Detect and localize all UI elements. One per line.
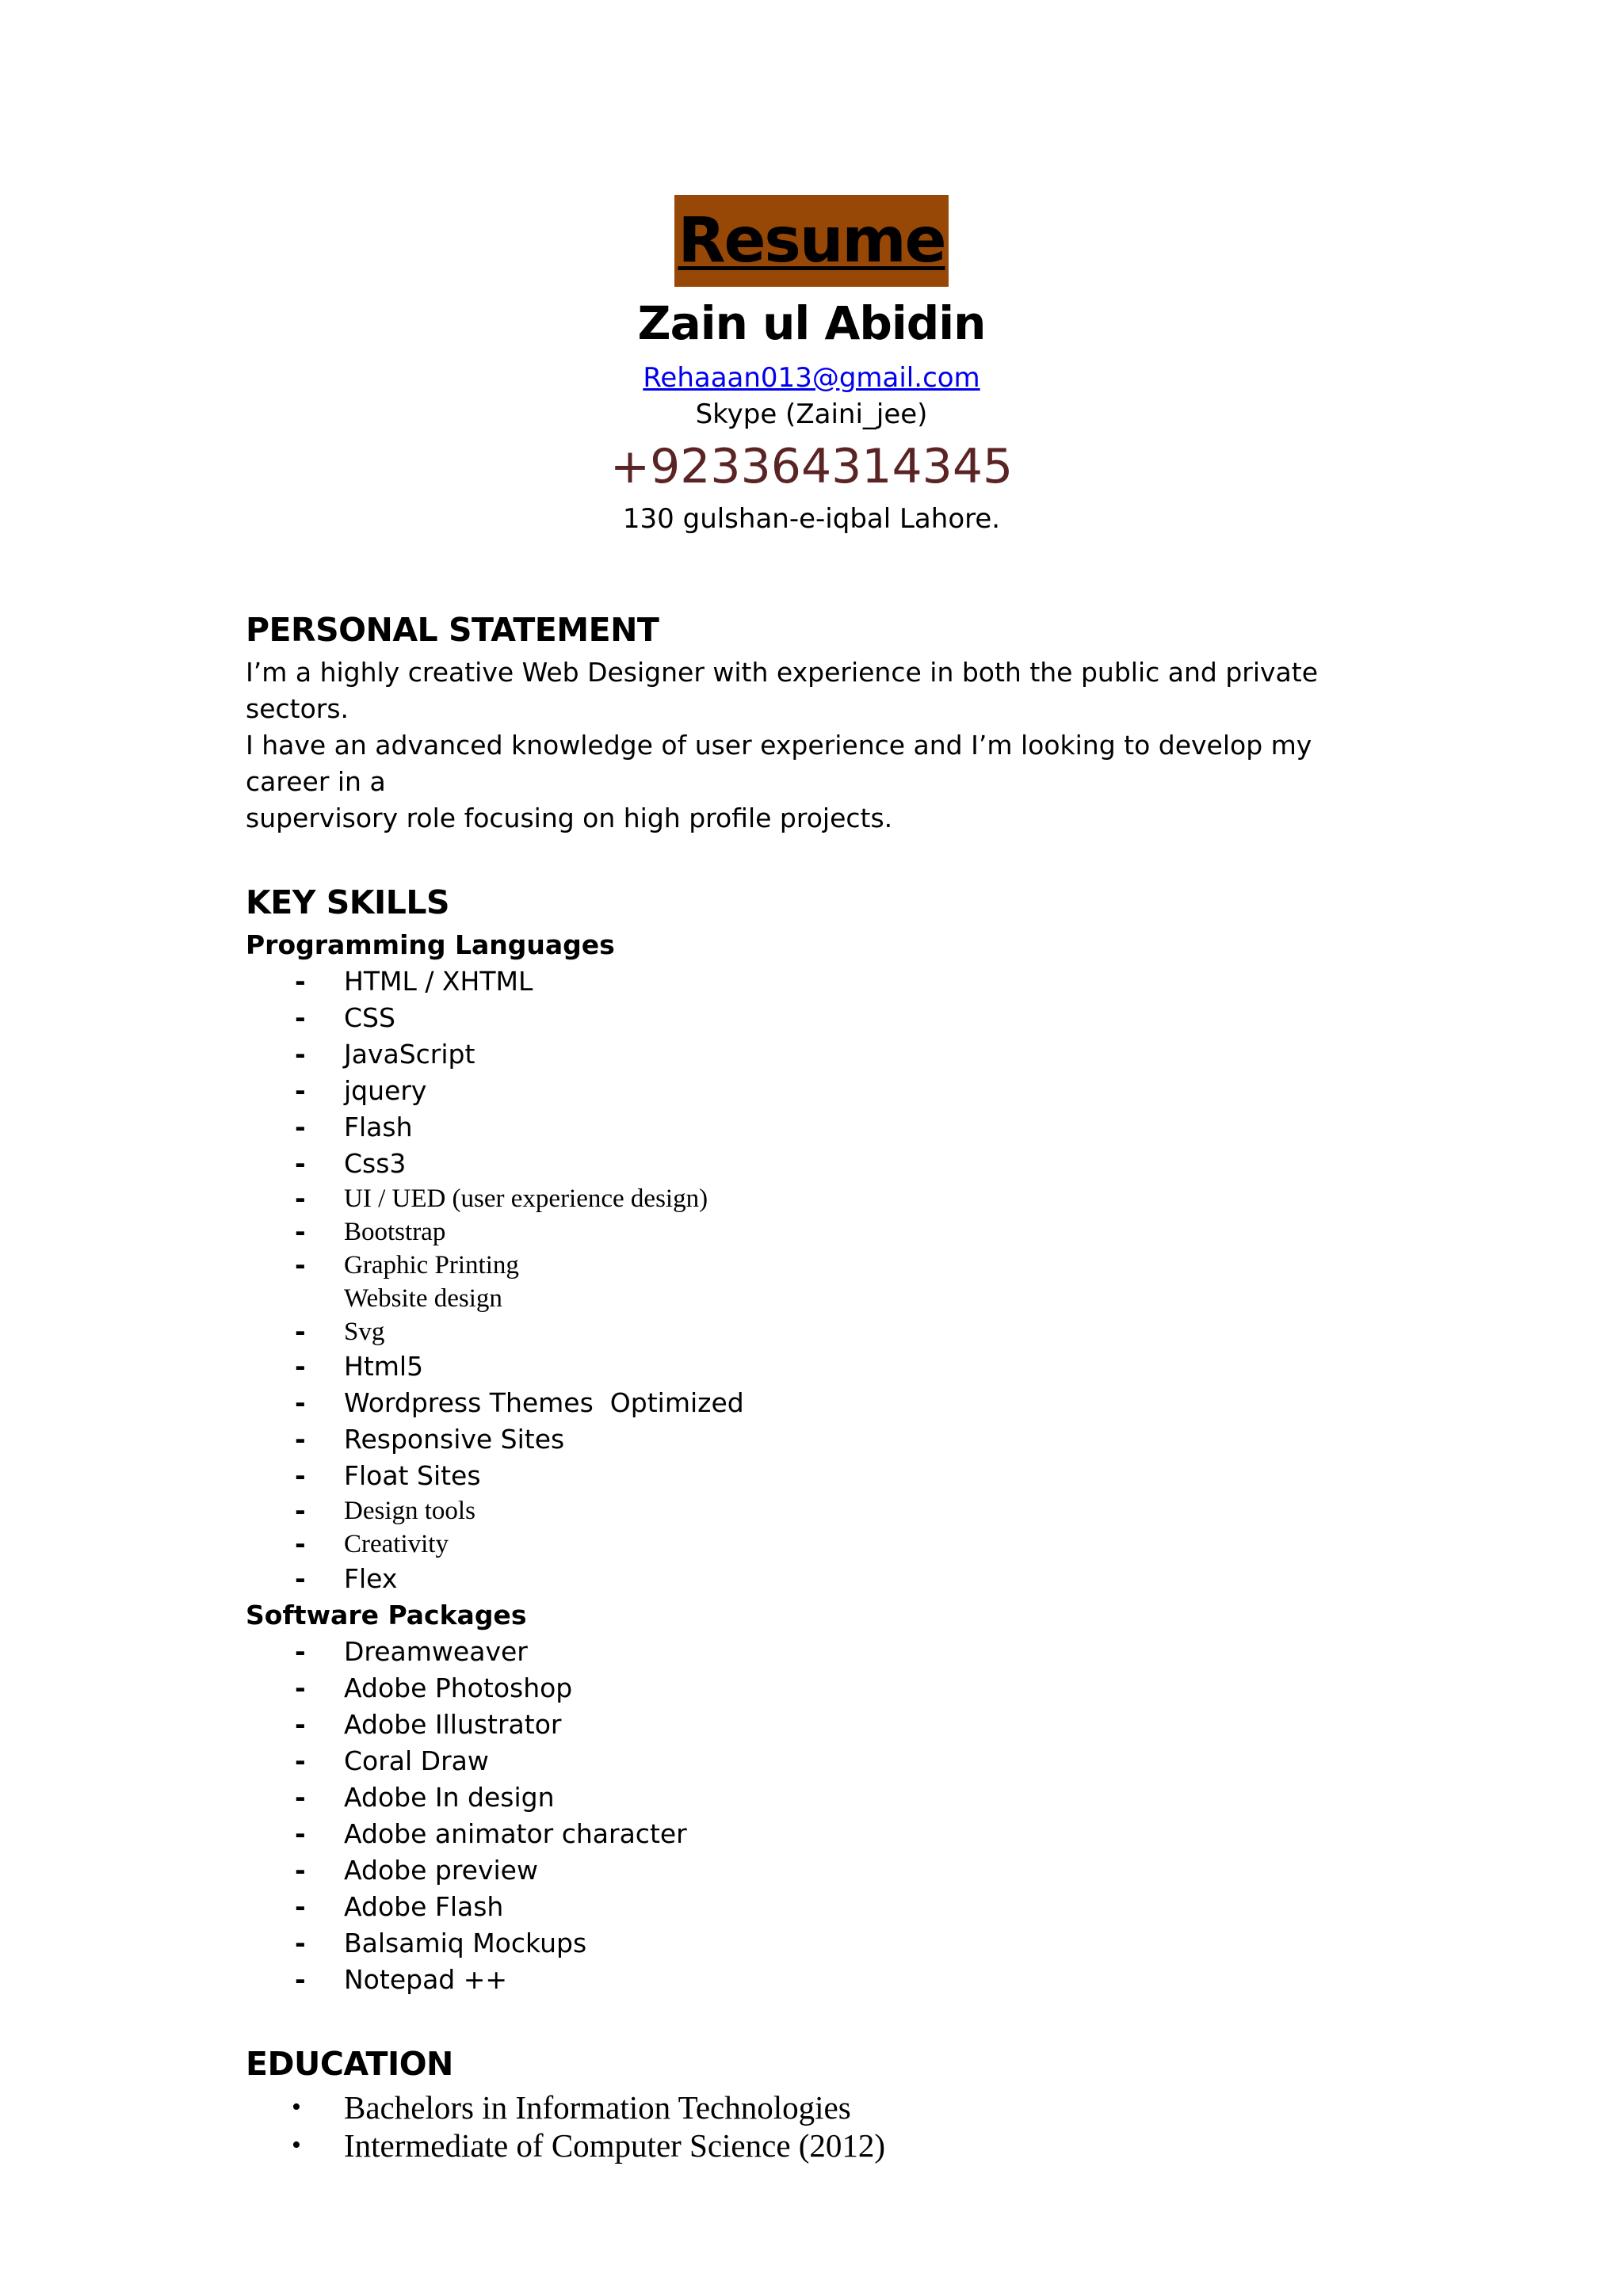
list-item <box>246 1494 1387 1527</box>
phone-number: +923364314345 <box>609 439 1014 494</box>
skill-label: Flex <box>344 1563 398 1594</box>
dash-bullet: - <box>295 1351 306 1382</box>
statement-line: supervisory role focusing on high profile projects. <box>246 803 893 833</box>
dash-bullet: - <box>295 1183 306 1214</box>
list-item <box>246 1215 1387 1249</box>
resume-title: Resume <box>674 195 948 287</box>
dash-bullet: - <box>295 1782 306 1813</box>
software-packages-list <box>246 1634 1387 1998</box>
list-item <box>246 1348 1387 1385</box>
education-heading: EDUCATION <box>246 2045 453 2083</box>
dash-bullet: - <box>295 1148 306 1179</box>
list-item <box>246 1670 1387 1707</box>
education-label: Intermediate of Computer Science (2012) <box>344 2127 886 2164</box>
dash-bullet: - <box>295 1002 306 1033</box>
dash-bullet: - <box>295 1075 306 1106</box>
address: 130 gulshan-e-iqbal Lahore. <box>622 503 1001 535</box>
programming-languages-heading: Programming Languages <box>246 929 615 960</box>
dash-bullet: - <box>295 1563 306 1594</box>
dash-bullet: - <box>295 1528 306 1559</box>
key-skills-heading: KEY SKILLS <box>246 883 450 921</box>
dash-bullet: - <box>295 1039 306 1070</box>
skill-label: Float Sites <box>344 1460 481 1491</box>
skill-label: HTML / XHTML <box>344 966 533 997</box>
list-item <box>246 1249 1387 1315</box>
dash-bullet: - <box>295 1112 306 1142</box>
statement-line: I have an advanced knowledge of user experience and I’m looking to develop my career in a <box>246 730 1312 797</box>
list-item <box>246 1889 1387 1925</box>
skill-label: Responsive Sites <box>344 1424 565 1455</box>
dash-bullet: - <box>295 1855 306 1886</box>
list-item <box>246 1182 1387 1215</box>
dash-bullet: - <box>295 1316 306 1347</box>
skill-label: Css3 <box>344 1148 407 1179</box>
software-label: Balsamiq Mockups <box>344 1928 587 1958</box>
list-item <box>246 1852 1387 1889</box>
skill-label: CSS <box>344 1002 395 1033</box>
key-skills-section <box>246 878 1387 1998</box>
dash-bullet: - <box>295 1249 306 1280</box>
resume-body <box>246 605 1387 2164</box>
software-packages-heading: Software Packages <box>246 1600 527 1630</box>
section-spacer <box>246 1998 1387 2039</box>
list-item <box>246 1634 1387 1670</box>
skill-label: Website design <box>344 1284 502 1313</box>
skill-label: Design tools <box>344 1497 475 1525</box>
list-item <box>246 1385 1387 1421</box>
list-item <box>246 1561 1387 1597</box>
software-label: Adobe animator character <box>344 1818 687 1849</box>
list-item <box>246 1458 1387 1494</box>
dash-bullet: - <box>295 1672 306 1703</box>
software-label: Coral Draw <box>344 1745 489 1776</box>
personal-statement-section <box>246 605 1387 837</box>
skill-label: Bootstrap <box>344 1218 446 1246</box>
list-item <box>246 1925 1387 1962</box>
dash-bullet: - <box>295 1964 306 1995</box>
programming-languages-list <box>246 963 1387 1597</box>
list-item <box>246 1109 1387 1146</box>
education-section <box>246 2039 1387 2164</box>
dash-bullet: - <box>295 966 306 997</box>
bullet-icon: • <box>292 2092 301 2122</box>
list-item <box>246 1073 1387 1109</box>
list-item <box>246 1743 1387 1779</box>
list-item <box>246 1962 1387 1998</box>
dash-bullet: - <box>295 1387 306 1418</box>
resume-header <box>0 195 1623 537</box>
software-label: Adobe In design <box>344 1782 555 1813</box>
skill-label: Html5 <box>344 1351 424 1382</box>
skill-label: jquery <box>344 1075 427 1106</box>
dash-bullet: - <box>295 1928 306 1958</box>
list-item <box>246 963 1387 1000</box>
dash-bullet: - <box>295 1818 306 1849</box>
dash-bullet: - <box>295 1495 306 1526</box>
list-item <box>246 1315 1387 1348</box>
list-item <box>246 1707 1387 1743</box>
software-label: Adobe Illustrator <box>344 1709 562 1740</box>
skill-label: Wordpress Themes Optimized <box>344 1387 744 1418</box>
skill-label: JavaScript <box>344 1039 475 1070</box>
list-item <box>246 1527 1387 1561</box>
list-item <box>246 1779 1387 1816</box>
dash-bullet: - <box>295 1460 306 1491</box>
skype-handle: Skype (Zaini_jee) <box>695 399 928 430</box>
software-label: Notepad ++ <box>344 1964 508 1995</box>
list-item <box>246 1816 1387 1852</box>
dash-bullet: - <box>295 1709 306 1740</box>
candidate-name: Zain ul Abidin <box>637 296 986 350</box>
list-item <box>246 1036 1387 1073</box>
bullet-icon: • <box>292 2130 301 2160</box>
skill-label: Svg <box>344 1318 385 1346</box>
list-item <box>246 2088 1387 2126</box>
skill-label: Creativity <box>344 1530 449 1558</box>
software-label: Adobe Flash <box>344 1891 504 1922</box>
dash-bullet: - <box>295 1636 306 1667</box>
software-label: Adobe Photoshop <box>344 1672 573 1703</box>
email-link[interactable]: Rehaaan013@gmail.com <box>643 362 980 394</box>
list-item <box>246 2126 1387 2164</box>
list-item <box>246 1421 1387 1458</box>
dash-bullet: - <box>295 1891 306 1922</box>
skill-label: Graphic Printing <box>344 1251 519 1280</box>
skill-label: UI / UED (user experience design) <box>344 1184 708 1213</box>
education-list <box>246 2088 1387 2164</box>
dash-bullet: - <box>295 1745 306 1776</box>
education-label: Bachelors in Information Technologies <box>344 2089 851 2126</box>
dash-bullet: - <box>295 1216 306 1247</box>
skill-label: Flash <box>344 1112 413 1142</box>
section-spacer <box>246 837 1387 878</box>
list-item <box>246 1000 1387 1036</box>
software-label: Dreamweaver <box>344 1636 528 1667</box>
software-label: Adobe preview <box>344 1855 538 1886</box>
statement-line: I’m a highly creative Web Designer with experience in both the public and private sectors. <box>246 657 1318 724</box>
dash-bullet: - <box>295 1424 306 1455</box>
list-item <box>246 1146 1387 1182</box>
personal-statement-heading: PERSONAL STATEMENT <box>246 611 659 649</box>
